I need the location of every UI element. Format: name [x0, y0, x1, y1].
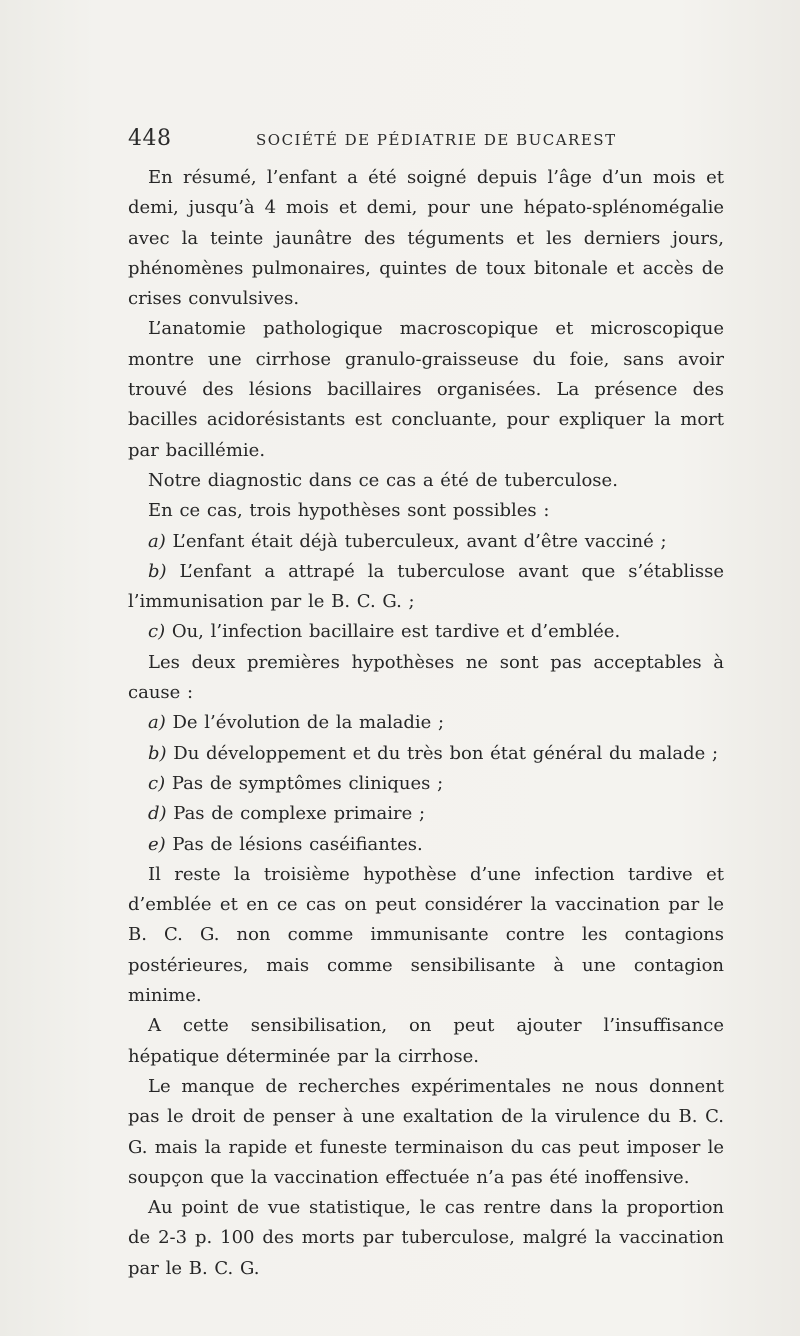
reason-c-text: Pas de symptômes cliniques ; [165, 772, 444, 794]
paragraph-diagnosis: Notre diagnostic dans ce cas a été de tuberculose. [148, 469, 618, 491]
paragraph-third-hypothesis: Il reste la troisième hypothèse d’une infection tardive et d’emblée et en ce cas on peut considérer la vaccination par le B. C. G. non comme immunisante contre les contagions postérieures, mais comme sensibilisante à une contagion minime. [128, 863, 724, 1007]
body-text [128, 163, 724, 1284]
enum-marker: c) [148, 621, 166, 643]
enum-marker: b) [148, 742, 167, 764]
enum-marker: b) [148, 560, 167, 582]
enum-marker: c) [148, 772, 166, 794]
paragraph-sensibilisation: A cette sensibilisation, on peut ajouter l’insuffisance hépatique déterminée par la cirrhose. [128, 1015, 724, 1067]
hypothesis-c [128, 617, 724, 647]
enum-marker: a) [148, 712, 166, 734]
page-header [128, 126, 724, 156]
enum-marker: e) [148, 833, 166, 855]
hypothesis-a [128, 527, 724, 557]
paragraph-statistics: Au point de vue statistique, le cas rentre dans la proportion de 2-3 p. 100 des morts par tuberculose, malgré la vaccination par le B. C. G. [128, 1197, 724, 1279]
reason-a [128, 708, 724, 738]
hypothesis-b-text: L’enfant a attrapé la tuberculose avant que s’établisse l’immunisation par le B. C. G. ; [128, 560, 724, 613]
running-head: SOCIÉTÉ DE PÉDIATRIE DE BUCAREST [256, 131, 617, 149]
reason-e-text: Pas de lésions caséifiantes. [165, 833, 423, 855]
paragraph-hypotheses-intro: En ce cas, trois hypothèses sont possibles : [148, 500, 550, 522]
paragraph-summary: En résumé, l’enfant a été soigné depuis l’âge d’un mois et demi, jusqu’à 4 mois et demi, pour une hépato-splénomégalie avec la teinte jaunâtre des téguments et les derniers jours, phénomènes pulmonaires, quintes de toux bitonale et accès de crises convulsives. [128, 167, 724, 310]
reason-a-text: De l’évolution de la maladie ; [165, 712, 445, 734]
reason-b-text: Du développement et du très bon état général du malade ; [166, 742, 719, 764]
paragraph-rejection-intro: Les deux premières hypothèses ne sont pas acceptables à cause : [128, 651, 724, 704]
reason-d-text: Pas de complexe primaire ; [166, 803, 426, 825]
hypothesis-b [128, 557, 724, 618]
reason-d [128, 799, 724, 829]
reason-e [128, 830, 724, 860]
paragraph-anatomy: L’anatomie pathologique macroscopique et microscopique montre une cirrhose granulo-graisseuse du foie, sans avoir trouvé des lésions bacillaires organisées. La présence des bacilles acidorésistants est concluante, pour expliquer la mort par bacillémie. [128, 318, 724, 461]
hypothesis-a-text: L’enfant était déjà tuberculeux, avant d’être vacciné ; [165, 530, 667, 552]
hypothesis-c-text: Ou, l’infection bacillaire est tardive et d’emblée. [165, 621, 621, 643]
page-number: 448 [128, 126, 172, 151]
paragraph-research: Le manque de recherches expérimentales ne nous donnent pas le droit de penser à une exaltation de la virulence du B. C. G. mais la rapide et funeste terminaison du cas peut imposer le soupçon que la vaccination effectuée n’a pas été inoffensive. [128, 1075, 724, 1188]
reason-c [128, 769, 724, 799]
reason-b [128, 739, 724, 769]
enum-marker: d) [148, 803, 167, 825]
enum-marker: a) [148, 530, 166, 552]
